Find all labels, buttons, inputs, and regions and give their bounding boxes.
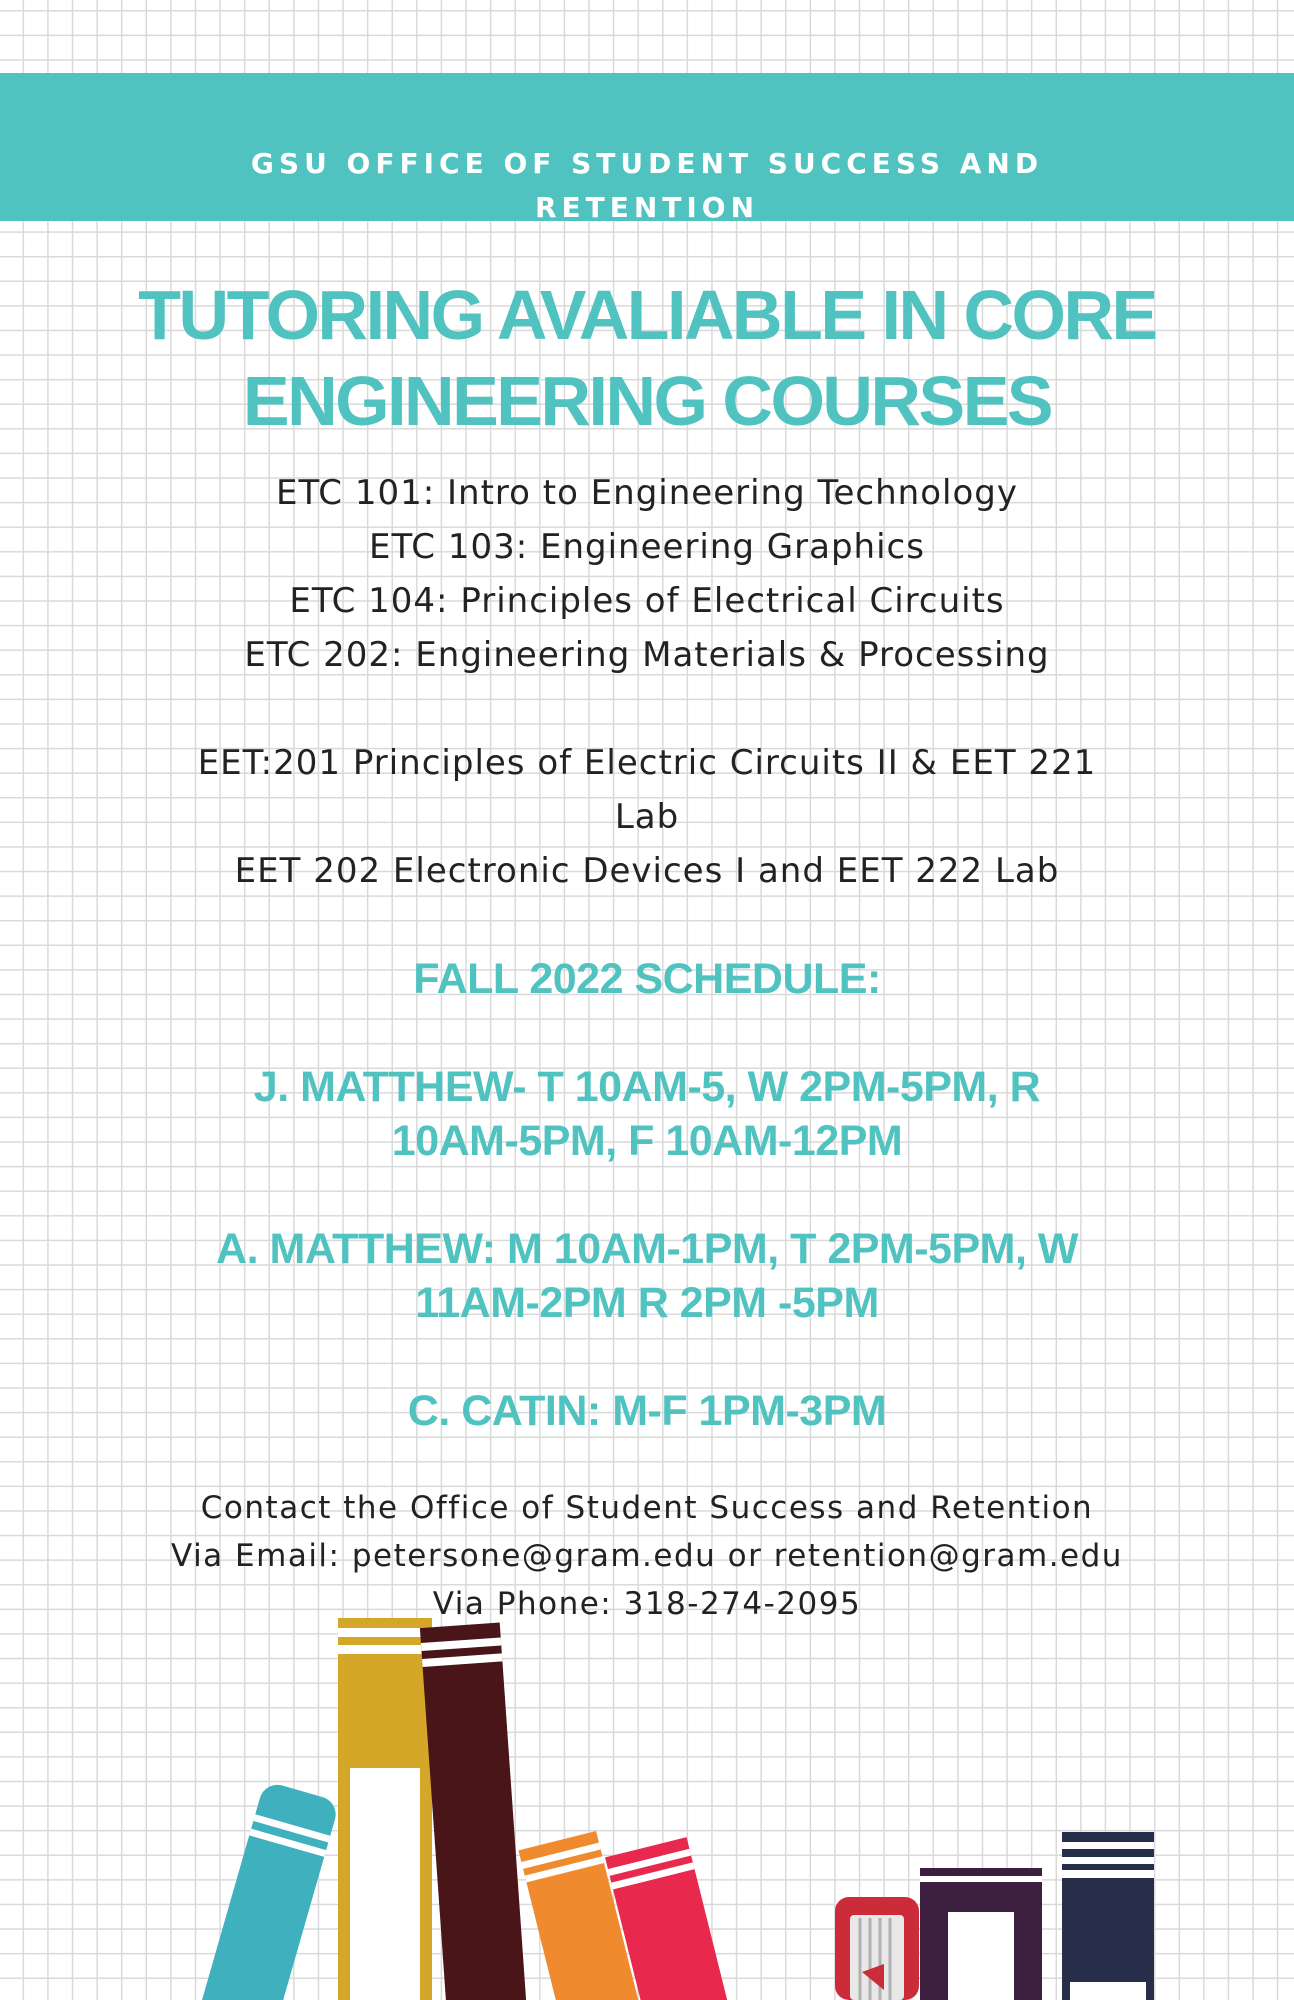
purple-book (920, 1868, 1042, 2000)
red-book (605, 1837, 735, 2000)
eet-course-list (100, 736, 1194, 898)
etc-course-list (100, 466, 1194, 682)
page-title: TUTORING AVALIABLE IN CORE ENGINEERING COURSES (138, 276, 1156, 440)
teal-book (177, 1781, 340, 2000)
schedule-heading: FALL 2022 SCHEDULE: (413, 955, 881, 1003)
navy-book (1062, 1832, 1154, 2000)
course-item: ETC 104: Principles of Electrical Circuits (289, 581, 1005, 621)
course-item: ETC 103: Engineering Graphics (369, 527, 925, 567)
contact-line: Contact the Office of Student Success and Retention (200, 1490, 1094, 1526)
course-item: Lab (614, 797, 680, 837)
contact-info (100, 1484, 1194, 1628)
course-item: ETC 101: Intro to Engineering Technology (276, 473, 1018, 513)
small-red-book (835, 1897, 919, 2000)
tutor-schedule-j-matthew: J. MATTHEW- T 10AM-5, W 2PM-5PM, R 10AM-5PM, F 10AM-12PM (253, 1063, 1041, 1165)
course-item: ETC 202: Engineering Materials & Processing (244, 635, 1050, 675)
orange-book (518, 1831, 644, 2000)
contact-email: Via Email: petersone@gram.edu or retention@gram.edu (171, 1538, 1123, 1574)
tutor-schedule-c-catin: C. CATIN: M-F 1PM-3PM (407, 1387, 887, 1435)
course-item: EET:201 Principles of Electric Circuits II & EET 221 (197, 743, 1097, 783)
office-name: GSU OFFICE OF STUDENT SUCCESS AND RETENTION (250, 147, 1044, 224)
course-item: EET 202 Electronic Devices I and EET 222 Lab (234, 851, 1060, 891)
maroon-book (420, 1622, 528, 2000)
contact-phone: Via Phone: 318-274-2095 (432, 1586, 862, 1622)
tutor-schedule-a-matthew: A. MATTHEW: M 10AM-1PM, T 2PM-5PM, W 11AM-2PM R 2PM -5PM (216, 1225, 1078, 1327)
gold-book (338, 1618, 432, 2000)
